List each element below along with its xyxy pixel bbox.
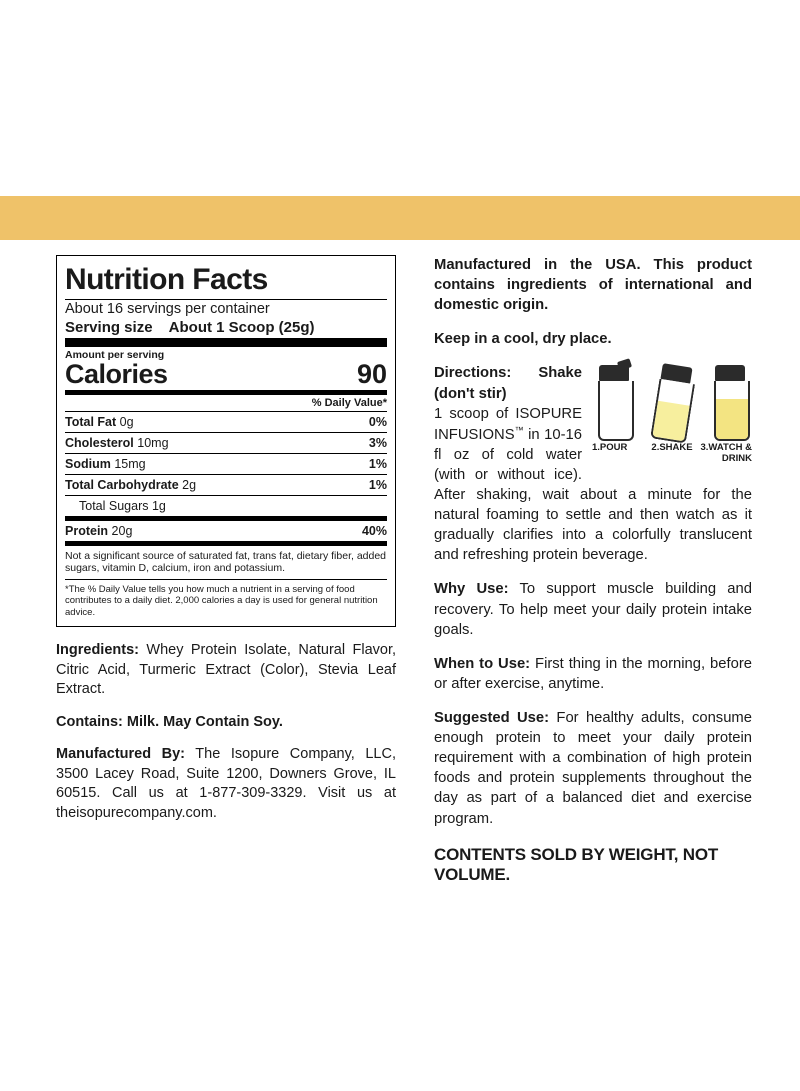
daily-value-header: % Daily Value* — [311, 396, 387, 409]
nutrient-row-sodium — [65, 453, 387, 474]
ingredients-text: Whey Protein Isolate, Natural Flavor, Citric Acid, Turmeric Extract (Color), Stevia Leaf Extract. — [56, 641, 396, 698]
label-page — [0, 240, 800, 885]
manufactured-usa-text: Manufactured in the USA. This product contains ingredients of international and domestic origin. — [434, 257, 752, 314]
shaker-step-captions — [592, 443, 752, 464]
nutrient-dv: 3% — [368, 435, 387, 450]
shaker-bottle-drink-icon — [708, 365, 752, 439]
when-to-use-label: When to Use: — [434, 655, 531, 672]
top-color-band — [0, 196, 800, 240]
manufactured-by-paragraph — [56, 745, 396, 823]
contents-sold-notice: CONTENTS SOLD BY WEIGHT, NOT VOLUME. — [434, 844, 719, 884]
manufactured-usa-paragraph — [434, 255, 752, 315]
nutrition-facts-panel — [56, 255, 396, 627]
daily-value-footnote: *The % Daily Value tells you how much a nutrient in a serving of food contributes to a daily diet. 2,000 calories a day is used for general nutrition advice. — [65, 579, 387, 620]
shaker-bottle-shake-icon — [644, 362, 699, 442]
storage-paragraph — [434, 329, 752, 349]
shaker-step-1-label: 1.POUR — [592, 442, 628, 454]
why-use-text: To support muscle building and recovery. To help meet your daily protein intake goals. — [434, 581, 752, 638]
contains-text: Contains: Milk. May Contain Soy. — [56, 713, 283, 730]
nutrient-label: Protein 20g — [65, 523, 133, 538]
nutrient-row-protein — [65, 516, 387, 541]
ingredients-label: Ingredients: — [56, 641, 139, 658]
suggested-use-label: Suggested Use: — [434, 710, 550, 726]
shaker-step-3-label: 3.WATCH & DRINK — [700, 442, 752, 464]
nutrient-row-cholesterol — [65, 432, 387, 453]
right-column — [396, 255, 752, 885]
manufactured-by-text: The Isopure Company, LLC, 3500 Lacey Road, Suite 1200, Downers Grove, IL 60515. Call us at 1-877-309-3329. Visit us at theisopurecompany.com. — [56, 746, 396, 821]
contains-paragraph — [56, 713, 396, 733]
storage-text: Keep in a cool, dry place. — [434, 331, 612, 348]
amount-per-serving-label: Amount per serving — [65, 348, 165, 361]
shaker-row — [592, 365, 752, 439]
suggested-use-text: For healthy adults, consume enough protein to meet your daily protein requirement with a combination of high protein foods and protein supplements throughout the day as part of a balanced diet and exercise program. — [434, 710, 752, 827]
calories-value: 90 — [356, 358, 387, 389]
why-use-paragraph — [434, 579, 752, 639]
serving-size-value: About 1 Scoop (25g) — [168, 318, 315, 336]
nutrient-dv: 1% — [368, 456, 387, 471]
calories-row — [65, 358, 387, 390]
why-use-label: Why Use: — [434, 581, 509, 598]
shaker-step-2-label: 2.SHAKE — [651, 442, 693, 454]
ingredients-paragraph — [56, 641, 396, 700]
nutrition-facts-title: Nutrition Facts — [65, 263, 268, 296]
serving-size-row — [65, 319, 387, 338]
nutrient-label: Total Fat 0g — [65, 414, 134, 429]
left-column — [56, 255, 396, 823]
calories-label: Calories — [65, 358, 168, 389]
nutrient-dv: 1% — [368, 477, 387, 492]
directions-label: Directions: — [434, 365, 512, 382]
nutrient-label: Cholesterol 10mg — [65, 435, 169, 450]
nutrient-row-total-fat — [65, 411, 387, 432]
shaker-illustration-group — [592, 365, 752, 464]
manufactured-by-label: Manufactured By: — [56, 746, 185, 763]
nutrient-row-total-carbohydrate — [65, 474, 387, 495]
directions-text-part2: in 10-16 fl oz of cold water (with or without ice). After shaking, wait about a minute for the natural foaming to settle and then watch as it gradually clarifies into a colorfully translucent and refreshing protein beverage. — [434, 426, 752, 564]
nutrient-dv: 0% — [368, 414, 387, 429]
two-column-layout — [0, 240, 800, 885]
trademark-symbol: ™ — [514, 424, 524, 435]
directions-lead: Shake (don't stir) — [434, 365, 582, 402]
nutrient-row-total-sugars — [65, 495, 387, 516]
not-significant-source-note: Not a significant source of saturated fat, trans fat, dietary fiber, added sugars, vitamin D, calcium, iron and potassium. — [65, 541, 387, 579]
nutrient-label: Sodium 15mg — [65, 456, 146, 471]
nutrient-label: Total Carbohydrate 2g — [65, 477, 197, 492]
directions-paragraph — [434, 363, 752, 565]
nutrient-dv: 40% — [361, 523, 387, 538]
when-to-use-paragraph — [434, 654, 752, 694]
nutrient-label: Total Sugars 1g — [79, 498, 166, 513]
shaker-bottle-pour-icon — [592, 365, 636, 439]
suggested-use-paragraph — [434, 708, 752, 829]
servings-per-container: About 16 servings per container — [65, 300, 270, 317]
serving-size-label: Serving size — [65, 318, 153, 336]
directions-text-part1: 1 scoop of ISOPURE INFUSIONS — [434, 405, 582, 443]
when-to-use-text: First thing in the morning, before or after exercise, anytime. — [434, 655, 752, 692]
